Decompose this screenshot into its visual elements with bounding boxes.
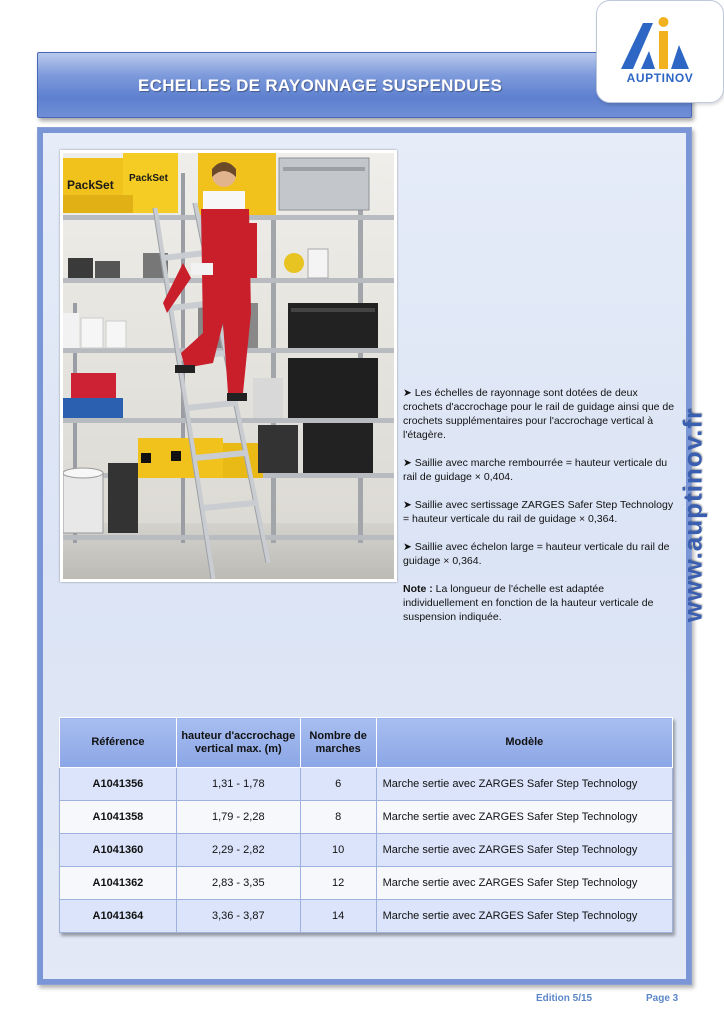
column-header: Référence xyxy=(60,718,177,768)
description-paragraph: ➤ Saillie avec échelon large = hauteur verticale du rail de guidage × 0,364. xyxy=(403,541,670,567)
cell-steps: 14 xyxy=(300,900,376,933)
table-row xyxy=(60,867,673,900)
description-paragraph: ➤ Saillie avec marche rembourrée = hauteur verticale du rail de guidage × 0,404. xyxy=(403,457,668,483)
website-url-text: www.auptinov.fr xyxy=(677,407,708,623)
note xyxy=(403,582,677,624)
column-header: Modèle xyxy=(376,718,672,768)
cell-model: Marche sertie avec ZARGES Safer Step Technology xyxy=(376,867,672,900)
footer-edition: Edition 5/15 xyxy=(536,993,593,1004)
box-label: PackSet xyxy=(129,173,168,184)
description-paragraph: ➤ Saillie avec sertissage ZARGES Safer Step Technology = hauteur verticale du rail de guidage × 0,364. xyxy=(403,499,674,525)
cell-reference: A1041356 xyxy=(60,768,177,801)
cell-steps: 12 xyxy=(300,867,376,900)
cell-height: 3,36 - 3,87 xyxy=(176,900,300,933)
cell-reference: A1041360 xyxy=(60,834,177,867)
cell-height: 2,29 - 2,82 xyxy=(176,834,300,867)
cell-height: 2,83 - 3,35 xyxy=(176,867,300,900)
cell-model: Marche sertie avec ZARGES Safer Step Technology xyxy=(376,801,672,834)
cell-reference: A1041364 xyxy=(60,900,177,933)
reference-table xyxy=(59,717,673,933)
company-logo xyxy=(596,0,724,103)
product-photo xyxy=(60,150,397,582)
table-row xyxy=(60,900,673,933)
cell-reference: A1041358 xyxy=(60,801,177,834)
auptinov-logo-icon xyxy=(619,15,701,71)
description xyxy=(403,386,677,638)
description-paragraph: ➤ Les échelles de rayonnage sont dotées de deux crochets d'accrochage pour le rail de guidage ainsi que de crochets supplémentaires pour l'accrochage vertical à l'étagère. xyxy=(403,387,675,441)
cell-height: 1,79 - 2,28 xyxy=(176,801,300,834)
website-url xyxy=(663,355,723,675)
cell-steps: 10 xyxy=(300,834,376,867)
table-row xyxy=(60,768,673,801)
column-header: Nombre de marches xyxy=(300,718,376,768)
box-label: PackSet xyxy=(67,178,114,192)
cell-height: 1,31 - 1,78 xyxy=(176,768,300,801)
column-header: hauteur d'accrochage vertical max. (m) xyxy=(176,718,300,768)
cell-model: Marche sertie avec ZARGES Safer Step Technology xyxy=(376,768,672,801)
cell-model: Marche sertie avec ZARGES Safer Step Technology xyxy=(376,834,672,867)
note-text: La longueur de l'échelle est adaptée individuellement en fonction de la hauteur verticale de suspension indiquée. xyxy=(403,583,654,623)
logo-text: AUPTINOV xyxy=(626,71,694,85)
header-bar xyxy=(37,52,692,118)
footer-page-number: Page 3 xyxy=(646,993,679,1004)
cell-reference: A1041362 xyxy=(60,867,177,900)
table-row xyxy=(60,801,673,834)
ladder-shelving-photo xyxy=(63,153,394,579)
page-title: ECHELLES DE RAYONNAGE SUSPENDUES xyxy=(138,76,503,95)
note-label: Note : xyxy=(403,583,433,595)
table-row xyxy=(60,834,673,867)
cell-steps: 8 xyxy=(300,801,376,834)
table-header-row xyxy=(60,718,673,768)
cell-steps: 6 xyxy=(300,768,376,801)
cell-model: Marche sertie avec ZARGES Safer Step Technology xyxy=(376,900,672,933)
